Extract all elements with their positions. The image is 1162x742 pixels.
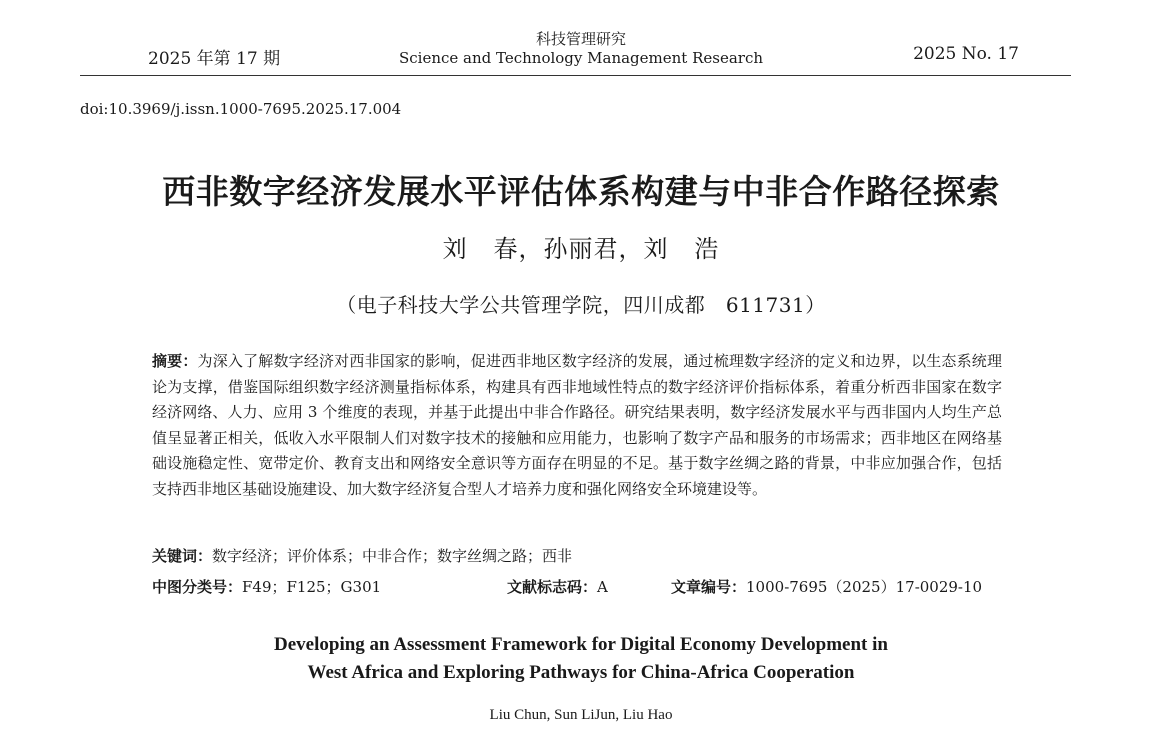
clc-code <box>152 576 381 597</box>
clc-value: F49；F125；G301 <box>242 578 382 596</box>
header-divider <box>80 75 1071 76</box>
abstract-label: 摘要： <box>152 352 198 370</box>
classification-row <box>152 576 1052 598</box>
affiliation-cn: （电子科技大学公共管理学院，四川成都 611731） <box>336 293 826 317</box>
paper-title-en-line1: Developing an Assessment Framework for Digital Economy Development in <box>274 634 888 655</box>
keywords-label: 关键词： <box>152 547 213 565</box>
abstract <box>152 349 1002 502</box>
authors-en: Liu Chun, Sun LiJun, Liu Hao <box>489 707 673 723</box>
paper-title-en <box>80 631 1082 687</box>
paper-title-cn: 西非数字经济发展水平评估体系构建与中非合作路径探索 <box>162 172 1000 211</box>
article-number <box>671 576 982 597</box>
journal-name-cn: 科技管理研究 <box>535 30 626 48</box>
article-number-label: 文章编号： <box>671 578 747 596</box>
authors-cn: 刘 春，孙丽君，刘 浩 <box>442 235 720 263</box>
clc-label: 中图分类号： <box>152 578 243 596</box>
article-number-value: 1000-7695（2025）17-0029-10 <box>746 578 983 596</box>
issue-label: 2025 年第 17 期 <box>148 49 281 69</box>
journal-name <box>381 30 781 68</box>
doi[interactable]: doi:10.3969/j.issn.1000-7695.2025.17.004 <box>80 100 402 118</box>
document-code-label: 文献标志码： <box>507 578 598 596</box>
document-code-value: A <box>597 578 608 596</box>
abstract-text: 为深入了解数字经济对西非国家的影响，促进西非地区数字经济的发展，通过梳理数字经济的定义和边界，以生态系统理论为支撑，借鉴国际组织数字经济测量指标体系，构建具有西非地域性特点的数字经济评价指标体系，着重分析西非国家在数字经济网络、人力、应用 3 个维度的表现，并基于此提出中非合作路径。研究结果表明，数字经济发展水平与西非国内人均生产总值呈显著正相关，低收入水平限制人们对数字技术的接触和应用能力，也影响了数字产品和服务的市场需求；西非地区在网络基础设施稳定性、宽带定价、教育支出和网络安全意识等方面存在明显的不足。基于数字丝绸之路的背景，中非应加强合作，包括支持西非地区基础设施建设、加大数字经济复合型人才培养力度和强化网络安全环境建设等。 <box>152 352 1002 498</box>
keywords-text: 数字经济；评价体系；中非合作；数字丝绸之路；西非 <box>212 547 573 565</box>
journal-name-en: Science and Technology Management Research <box>398 49 764 67</box>
issue-number: 2025 No. 17 <box>913 44 1019 64</box>
document-code <box>507 576 608 597</box>
keywords <box>152 545 572 566</box>
paper-title-en-line2: West Africa and Exploring Pathways for China-Africa Cooperation <box>307 662 855 683</box>
